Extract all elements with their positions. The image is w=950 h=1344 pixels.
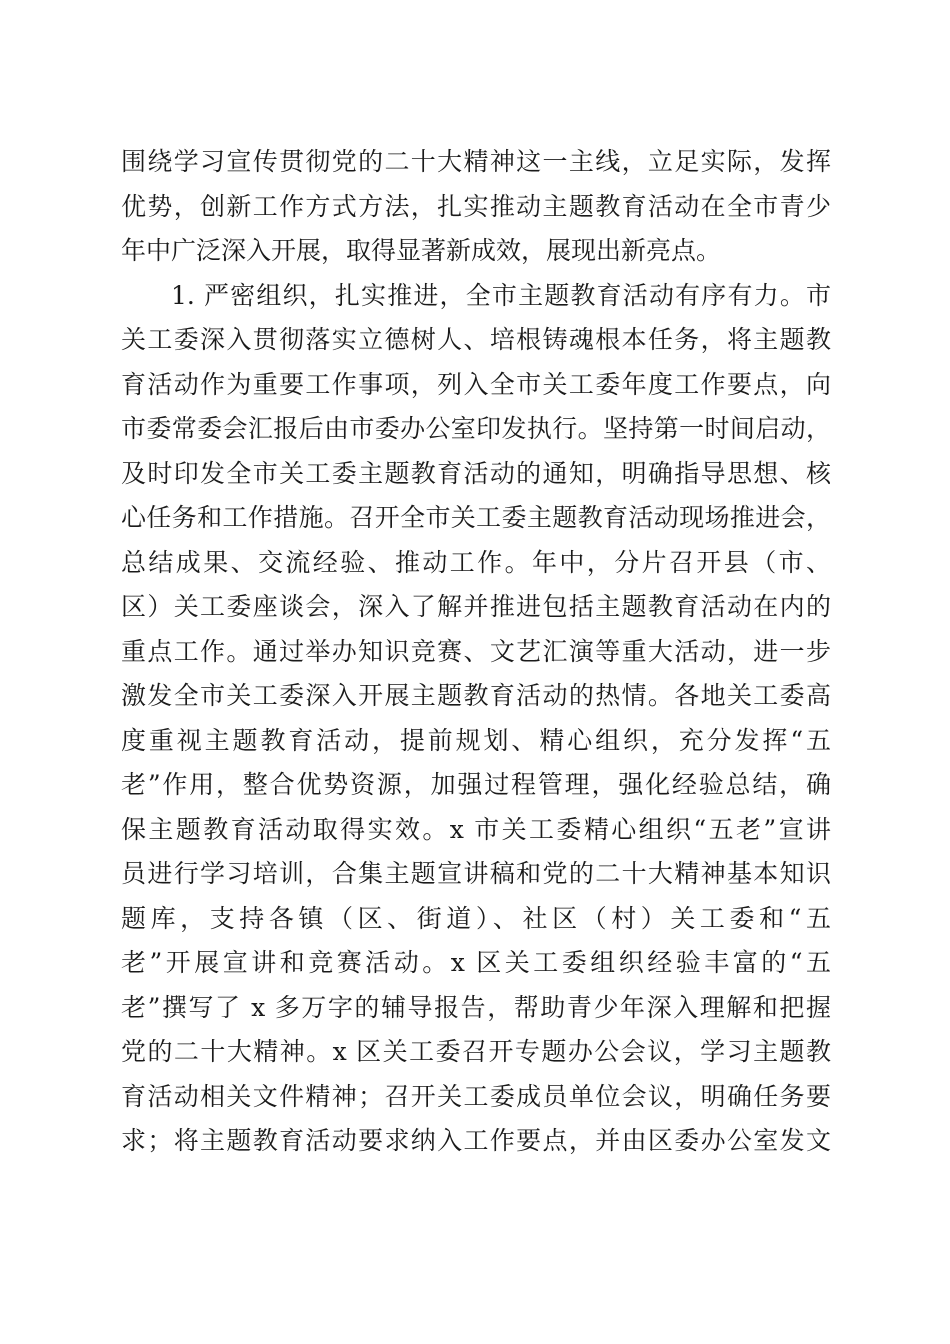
text-line: 心任务和工作措施。召开全市关工委主题教育活动现场推进会， <box>121 503 831 532</box>
text-line: 育活动作为重要工作事项，列入全市关工委年度工作要点，向 <box>121 369 831 399</box>
text-line: 1. 严密组织，扎实推进，全市主题教育活动有序有力。市 <box>171 280 831 310</box>
text-line: 题库，支持各镇（区、街道）、社区（村）关工委和“五 <box>121 903 831 933</box>
text-line: 市委常委会汇报后由市委办公室印发执行。坚持第一时间启动， <box>121 414 831 443</box>
text-line: 老”作用，整合优势资源，加强过程管理，强化经验总结，确 <box>121 770 831 799</box>
text-line: 优势，创新工作方式方法，扎实推动主题教育活动在全市青少 <box>121 191 831 221</box>
paragraph <box>121 274 831 1164</box>
text-line: 及时印发全市关工委主题教育活动的通知，明确指导思想、核 <box>121 458 831 488</box>
text-line: 年中广泛深入开展，取得显著新成效，展现出新亮点。 <box>121 236 722 265</box>
paragraph <box>121 140 831 274</box>
text-line: 总结成果、交流经验、推动工作。年中，分片召开县（市、 <box>121 547 831 577</box>
text-line: 党的二十大精神。x 区关工委召开专题办公会议，学习主题教 <box>121 1037 831 1066</box>
text-line: 员进行学习培训，合集主题宣讲稿和党的二十大精神基本知识 <box>121 859 831 888</box>
text-line: 老”撰写了 x 多万字的辅导报告，帮助青少年深入理解和把握 <box>121 992 831 1022</box>
text-line: 育活动相关文件精神；召开关工委成员单位会议，明确任务要 <box>121 1081 831 1111</box>
text-line: 激发全市关工委深入开展主题教育活动的热情。各地关工委高 <box>121 681 831 710</box>
text-line: 保主题教育活动取得实效。x 市关工委精心组织“五老”宣讲 <box>121 814 831 844</box>
text-line: 求；将主题教育活动要求纳入工作要点，并由区委办公室发文 <box>121 1126 831 1155</box>
text-line: 度重视主题教育活动，提前规划、精心组织，充分发挥“五 <box>121 725 831 755</box>
text-line: 区）关工委座谈会，深入了解并推进包括主题教育活动在内的 <box>121 592 831 621</box>
text-line: 关工委深入贯彻落实立德树人、培根铸魂根本任务，将主题教 <box>121 325 831 354</box>
text-line: 重点工作。通过举办知识竞赛、文艺汇演等重大活动，进一步 <box>121 636 831 666</box>
text-line: 老”开展宣讲和竞赛活动。x 区关工委组织经验丰富的“五 <box>121 948 831 977</box>
body-text <box>121 140 831 1164</box>
text-line: 围绕学习宣传贯彻党的二十大精神这一主线，立足实际，发挥 <box>121 147 831 176</box>
